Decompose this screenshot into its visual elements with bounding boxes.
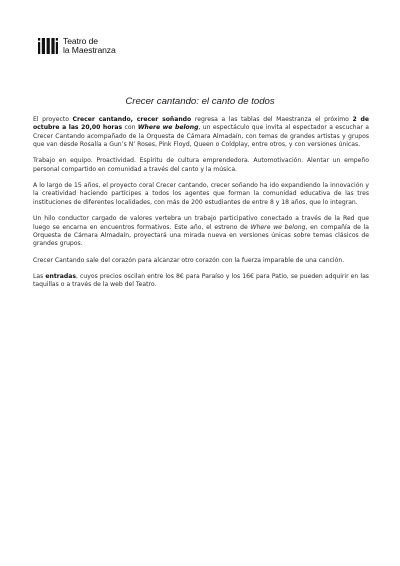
text-run: El proyecto: [33, 116, 73, 123]
project-name: Crecer cantando, crecer soñando: [72, 116, 192, 123]
theatre-columns-icon: [38, 38, 58, 54]
text-run: Las: [33, 273, 46, 281]
paragraph-5: Crecer Cantando sale del corazón para alcanzar otro corazón con la fuerza imparable de una canción.: [33, 256, 345, 264]
text-run: con: [122, 124, 138, 132]
tickets-label: entradas: [45, 273, 76, 281]
text-run: , un espectáculo que invita al espectador a escuchar a Crecer Cantando acompañado de la Orquesta de Cámara Almadaín, con temas de grandes artistas y grupos que van desde Rosalía a Gun’s N’ Roses, Pink Floyd, Queen o Coldplay, entre otros, y con versiones únicas.: [33, 124, 369, 148]
logo-wordmark: [63, 37, 116, 55]
text-run: , cuyos precios oscilan entre los 8€ para Paraíso y los 16€ para Patio, se pueden adquirir en las taquillas o a través de la web del Teatro.: [33, 273, 369, 289]
logo-line-2: la Maestranza: [63, 45, 116, 55]
press-release-title: Crecer cantando: el canto de todos: [125, 96, 275, 107]
logo-line-1: Teatro de: [63, 36, 98, 46]
event-date: 2 de octubre a las 20,00 horas: [33, 116, 370, 132]
press-release-body: [33, 116, 369, 298]
text-run: , en compañía de la Orquesta de Cámara Almadaín, proyectará una mirada nueva en versiones únicas sobre temas clásicos de grandes grupos.: [33, 223, 369, 248]
paragraph-4: [33, 215, 369, 248]
paragraph-1: [33, 116, 369, 149]
paragraph-2: Trabajo en equipo. Proactividad. Espíritu de cultura emprendedora. Automotivación. Alentar un empeño personal compartido en comunidad a través del canto y la música.: [33, 157, 369, 173]
text-run: regresa a las tablas del Maestranza el próximo: [191, 116, 353, 123]
text-run: Un hilo conductor cargado de valores vertebra un trabajo participativo conectado a través de la Red que luego se encarna en encuentros formativos. Este año, el estreno de: [33, 215, 369, 231]
paragraph-6: [33, 273, 369, 290]
paragraph-3: A lo largo de 15 años, el proyecto coral Crecer cantando, crecer soñando ha ido expandiendo la innovación y la creatividad haciendo partícipes a todos los agentes que forman la comunidad educativa de las tres instituciones de diferentes localidades, con más de 200 estudiantes de entre 8 y 18 años, que lo integran.: [33, 182, 369, 206]
theatre-logo: [38, 37, 116, 55]
show-title: Where we belong: [137, 124, 199, 132]
show-title: Where we belong: [250, 223, 306, 231]
